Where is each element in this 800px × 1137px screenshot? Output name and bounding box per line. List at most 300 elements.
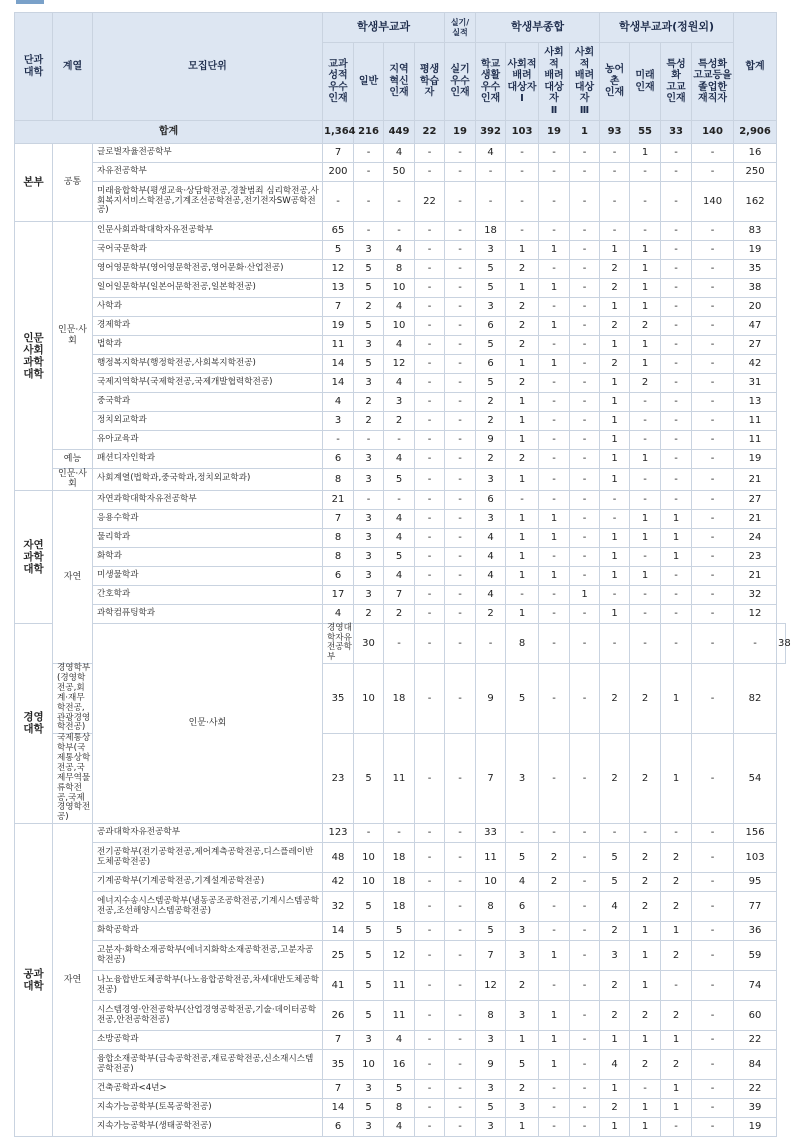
table-row	[15, 623, 786, 664]
cell-value: 3	[354, 1031, 384, 1050]
header-column: 특성화 고교 인재	[661, 43, 692, 121]
college-name: 본부	[15, 144, 53, 222]
header-column: 사회적 배려 대상자 Ⅱ	[539, 43, 570, 121]
total-value: 22	[415, 121, 445, 144]
total-value: 55	[630, 121, 661, 144]
cell-value: -	[415, 734, 445, 824]
unit-name: 기계공학부(기계공학전공,기계설계공학전공)	[93, 873, 323, 892]
cell-value: 1	[600, 393, 630, 412]
cell-value: 1	[600, 528, 630, 547]
cell-value: 8	[323, 547, 354, 566]
cell-value: 3	[354, 450, 384, 469]
cell-value: 4	[476, 566, 506, 585]
total-value: 19	[445, 121, 476, 144]
header-column: 일반	[354, 43, 384, 121]
cell-value: 1	[506, 241, 539, 260]
cell-value: -	[539, 144, 570, 163]
college-name: 경영 대학	[15, 623, 53, 824]
row-total: 162	[734, 182, 777, 222]
table-row	[15, 298, 786, 317]
unit-name: 건축공학과<4년>	[93, 1080, 323, 1099]
row-total: 156	[734, 824, 777, 843]
unit-name: 사회계열(법학과,중국학과,정치외교학과)	[93, 469, 323, 491]
cell-value: 5	[476, 260, 506, 279]
cell-value: 4	[384, 566, 415, 585]
table-row	[15, 971, 786, 1001]
unit-name: 중국학과	[93, 393, 323, 412]
cell-value: 3	[506, 922, 539, 941]
table-row	[15, 393, 786, 412]
cell-value: 41	[323, 971, 354, 1001]
cell-value: -	[692, 374, 734, 393]
cell-value: 3	[354, 566, 384, 585]
total-value: 103	[506, 121, 539, 144]
cell-value: 3	[354, 547, 384, 566]
cell-value: 1	[630, 509, 661, 528]
cell-value: 4	[384, 336, 415, 355]
row-total: 22	[734, 1080, 777, 1099]
cell-value: -	[415, 509, 445, 528]
header-column: 사회적 배려 대상자 Ⅰ	[506, 43, 539, 121]
cell-value: 1	[506, 412, 539, 431]
total-value: 392	[476, 121, 506, 144]
unit-name: 경영학부(경영학전공,회계·재무학전공,관광경영학전공)	[53, 664, 93, 734]
table-row	[15, 336, 786, 355]
cell-value: -	[539, 222, 570, 241]
cell-value: 1	[630, 566, 661, 585]
cell-value: 10	[476, 873, 506, 892]
cell-value: -	[692, 664, 734, 734]
cell-value: 5	[600, 843, 630, 873]
cell-value: 18	[384, 873, 415, 892]
cell-value: 1	[630, 1031, 661, 1050]
cell-value: -	[384, 431, 415, 450]
cell-value: -	[415, 317, 445, 336]
cell-value: 2	[539, 873, 570, 892]
cell-value: -	[476, 623, 506, 664]
cell-value: 1	[506, 279, 539, 298]
cell-value: 2	[600, 922, 630, 941]
cell-value: -	[570, 298, 600, 317]
cell-value: 1	[630, 260, 661, 279]
unit-name: 국어국문학과	[93, 241, 323, 260]
unit-name: 전기공학부(전기공학전공,제어계측공학전공,디스플레이반도체공학전공)	[93, 843, 323, 873]
table-row	[15, 450, 786, 469]
cell-value: -	[630, 604, 661, 623]
cell-value: -	[570, 393, 600, 412]
cell-value: -	[445, 892, 476, 922]
cell-value: -	[692, 490, 734, 509]
cell-value: 1	[661, 528, 692, 547]
cell-value: -	[661, 431, 692, 450]
cell-value: -	[354, 182, 384, 222]
cell-value: 7	[323, 298, 354, 317]
cell-value: -	[506, 144, 539, 163]
table-row	[15, 374, 786, 393]
unit-name: 화학과	[93, 547, 323, 566]
cell-value: 1	[539, 1050, 570, 1080]
cell-value: -	[661, 279, 692, 298]
cell-value: 1	[506, 509, 539, 528]
unit-name: 국제통상학부(국제통상학전공,국제무역물류학전공,국제경영학전공)	[53, 734, 93, 824]
cell-value: -	[415, 1099, 445, 1118]
cell-value: -	[661, 393, 692, 412]
cell-value: 3	[506, 1001, 539, 1031]
row-total: 54	[734, 734, 777, 824]
cell-value: -	[570, 528, 600, 547]
table-row	[15, 873, 786, 892]
cell-value: 2	[630, 1050, 661, 1080]
row-total: 11	[734, 412, 777, 431]
cell-value: -	[570, 664, 600, 734]
cell-value: 1	[600, 431, 630, 450]
cell-value: -	[539, 490, 570, 509]
cell-value: 1	[630, 298, 661, 317]
table-row	[15, 941, 786, 971]
row-total: 82	[734, 664, 777, 734]
cell-value: -	[692, 222, 734, 241]
cell-value: 14	[323, 355, 354, 374]
series-name: 자연	[53, 490, 93, 664]
cell-value: 5	[384, 1080, 415, 1099]
cell-value: -	[415, 469, 445, 491]
cell-value: -	[570, 1118, 600, 1137]
cell-value: -	[600, 144, 630, 163]
cell-value: -	[445, 1099, 476, 1118]
cell-value: 1	[539, 509, 570, 528]
cell-value: -	[600, 163, 630, 182]
cell-value: 4	[384, 298, 415, 317]
cell-value: -	[570, 182, 600, 222]
cell-value: 10	[384, 279, 415, 298]
cell-value: 4	[600, 1050, 630, 1080]
row-total: 21	[734, 566, 777, 585]
cell-value: 18	[384, 892, 415, 922]
unit-name: 사학과	[93, 298, 323, 317]
row-total: 38	[777, 623, 786, 664]
cell-value: 5	[476, 922, 506, 941]
cell-value: 2	[661, 892, 692, 922]
cell-value: 2	[630, 892, 661, 922]
cell-value: 1	[600, 547, 630, 566]
table-row	[15, 604, 786, 623]
cell-value: -	[570, 843, 600, 873]
row-total: 21	[734, 509, 777, 528]
cell-value: -	[539, 1099, 570, 1118]
cell-value: -	[630, 585, 661, 604]
table-row	[15, 163, 786, 182]
cell-value: 1	[661, 1099, 692, 1118]
total-value: 140	[692, 121, 734, 144]
cell-value: -	[630, 1080, 661, 1099]
unit-name: 화학공학과	[93, 922, 323, 941]
cell-value: -	[384, 623, 415, 664]
cell-value: -	[445, 279, 476, 298]
table-row	[15, 566, 786, 585]
table-row	[15, 843, 786, 873]
cell-value: 12	[323, 260, 354, 279]
cell-value: -	[692, 163, 734, 182]
row-total: 95	[734, 873, 777, 892]
cell-value: -	[506, 824, 539, 843]
cell-value: -	[661, 604, 692, 623]
cell-value: 11	[476, 843, 506, 873]
cell-value: -	[661, 566, 692, 585]
cell-value: 3	[476, 509, 506, 528]
header-series: 계열	[53, 13, 93, 121]
cell-value: -	[570, 941, 600, 971]
header-column: 특성화 고교등을 졸업한 재직자	[692, 43, 734, 121]
cell-value: 8	[384, 1099, 415, 1118]
cell-value: -	[445, 922, 476, 941]
cell-value: 1	[600, 241, 630, 260]
cell-value: 1	[600, 1118, 630, 1137]
cell-value: 3	[354, 1080, 384, 1099]
cell-value: -	[506, 163, 539, 182]
cell-value: -	[539, 163, 570, 182]
cell-value: 3	[323, 412, 354, 431]
cell-value: 5	[384, 922, 415, 941]
college-name: 인문 사회 과학 대학	[15, 222, 53, 491]
cell-value: -	[415, 490, 445, 509]
cell-value: -	[692, 566, 734, 585]
cell-value: 2	[354, 393, 384, 412]
total-row	[15, 121, 786, 144]
unit-name: 에너지수송시스템공학부(냉동공조공학전공,기계시스템공학전공,조선해양시스템공학전공)	[93, 892, 323, 922]
total-value: 33	[661, 121, 692, 144]
cell-value: -	[570, 374, 600, 393]
unit-name: 경제학과	[93, 317, 323, 336]
table-row	[15, 182, 786, 222]
cell-value: 3	[476, 1080, 506, 1099]
cell-value: 21	[323, 490, 354, 509]
unit-name: 시스템경영·안전공학부(산업경영공학전공,기술·데이터공학전공,안전공학전공)	[93, 1001, 323, 1031]
cell-value: -	[354, 490, 384, 509]
cell-value: 5	[476, 374, 506, 393]
total-value: 19	[539, 121, 570, 144]
cell-value: 140	[692, 182, 734, 222]
cell-value: -	[692, 941, 734, 971]
cell-value: 6	[323, 1118, 354, 1137]
cell-value: 5	[354, 355, 384, 374]
cell-value: -	[354, 222, 384, 241]
cell-value: 1	[630, 450, 661, 469]
series-name: 예능	[53, 450, 93, 469]
row-total: 38	[734, 279, 777, 298]
cell-value: 5	[354, 260, 384, 279]
cell-value: -	[415, 336, 445, 355]
cell-value: -	[445, 528, 476, 547]
cell-value: -	[445, 431, 476, 450]
cell-value: -	[570, 604, 600, 623]
cell-value: -	[661, 450, 692, 469]
cell-value: 7	[323, 1080, 354, 1099]
cell-value: 11	[384, 734, 415, 824]
header-group-outside: 학생부교과(정원외)	[600, 13, 734, 43]
table-row	[15, 585, 786, 604]
row-total: 31	[734, 374, 777, 393]
cell-value: 2	[661, 941, 692, 971]
cell-value: -	[570, 1031, 600, 1050]
cell-value: 200	[323, 163, 354, 182]
cell-value: -	[692, 1001, 734, 1031]
cell-value: -	[539, 431, 570, 450]
cell-value: 42	[323, 873, 354, 892]
total-label: 합계	[15, 121, 323, 144]
cell-value: 5	[354, 941, 384, 971]
cell-value: -	[692, 450, 734, 469]
cell-value: 25	[323, 941, 354, 971]
unit-name: 자연과학대학자유전공학부	[93, 490, 323, 509]
cell-value: 1	[570, 585, 600, 604]
cell-value: 6	[476, 317, 506, 336]
cell-value: 2	[354, 604, 384, 623]
cell-value: -	[323, 431, 354, 450]
unit-name: 고분자·화학소재공학부(에너지화학소재공학전공,고분자공학전공)	[93, 941, 323, 971]
cell-value: -	[661, 182, 692, 222]
cell-value: -	[661, 336, 692, 355]
cell-value: -	[445, 1080, 476, 1099]
cell-value: 2	[506, 374, 539, 393]
cell-value: 4	[384, 1118, 415, 1137]
cell-value: 3	[354, 336, 384, 355]
cell-value: -	[445, 585, 476, 604]
cell-value: 1	[630, 528, 661, 547]
cell-value: -	[661, 222, 692, 241]
cell-value: 5	[476, 336, 506, 355]
cell-value: 1	[506, 566, 539, 585]
row-total: 16	[734, 144, 777, 163]
cell-value: 5	[354, 1001, 384, 1031]
cell-value: -	[661, 241, 692, 260]
series-name: 인문·사회	[53, 222, 93, 450]
cell-value: 1	[539, 317, 570, 336]
cell-value: -	[570, 144, 600, 163]
cell-value: 1	[600, 336, 630, 355]
cell-value: 6	[506, 892, 539, 922]
table-row	[15, 222, 786, 241]
unit-name: 지속가능공학부(생태공학전공)	[93, 1118, 323, 1137]
cell-value: 4	[384, 450, 415, 469]
cell-value: 10	[354, 664, 384, 734]
cell-value: 1	[539, 1001, 570, 1031]
cell-value: -	[445, 941, 476, 971]
cell-value: -	[692, 734, 734, 824]
cell-value: 2	[630, 317, 661, 336]
table-row	[15, 1050, 786, 1080]
cell-value: -	[415, 163, 445, 182]
cell-value: 3	[476, 469, 506, 491]
cell-value: -	[539, 664, 570, 734]
total-value: 2,906	[734, 121, 777, 144]
cell-value: -	[661, 298, 692, 317]
cell-value: 1	[600, 1080, 630, 1099]
cell-value: -	[692, 336, 734, 355]
cell-value: -	[692, 298, 734, 317]
total-value: 449	[384, 121, 415, 144]
cell-value: -	[570, 163, 600, 182]
cell-value: 1	[630, 279, 661, 298]
header-group-practical: 실기/ 실적	[445, 13, 476, 43]
cell-value: 2	[630, 664, 661, 734]
cell-value: -	[570, 450, 600, 469]
cell-value: -	[415, 393, 445, 412]
cell-value: 4	[384, 144, 415, 163]
cell-value: 18	[384, 664, 415, 734]
cell-value: -	[539, 374, 570, 393]
cell-value: 1	[661, 734, 692, 824]
cell-value: 2	[476, 604, 506, 623]
cell-value: -	[661, 1118, 692, 1137]
cell-value: 1	[630, 144, 661, 163]
cell-value: -	[354, 824, 384, 843]
cell-value: 2	[384, 604, 415, 623]
cell-value: 4	[476, 585, 506, 604]
cell-value: -	[539, 922, 570, 941]
cell-value: -	[692, 1031, 734, 1050]
cell-value: -	[415, 604, 445, 623]
cell-value: -	[570, 1050, 600, 1080]
cell-value: -	[415, 355, 445, 374]
cell-value: -	[415, 298, 445, 317]
cell-value: 10	[384, 317, 415, 336]
cell-value: 1	[600, 566, 630, 585]
cell-value: 1	[539, 528, 570, 547]
cell-value: -	[570, 490, 600, 509]
cell-value: 2	[630, 374, 661, 393]
cell-value: -	[570, 922, 600, 941]
unit-name: 경영대학자유전공학부	[323, 623, 354, 664]
total-value: 216	[354, 121, 384, 144]
cell-value: 35	[323, 1050, 354, 1080]
cell-value: -	[661, 623, 692, 664]
table-row	[15, 1118, 786, 1137]
cell-value: 5	[384, 547, 415, 566]
unit-name: 글로벌자율전공학부	[93, 144, 323, 163]
cell-value: 12	[476, 971, 506, 1001]
cell-value: 1	[630, 241, 661, 260]
cell-value: 3	[506, 1099, 539, 1118]
row-total: 20	[734, 298, 777, 317]
cell-value: 4	[476, 144, 506, 163]
cell-value: -	[323, 182, 354, 222]
unit-name: 응용수학과	[93, 509, 323, 528]
cell-value: -	[415, 623, 445, 664]
cell-value: -	[415, 824, 445, 843]
cell-value: 5	[323, 241, 354, 260]
cell-value: -	[415, 1001, 445, 1031]
cell-value: -	[661, 971, 692, 1001]
cell-value: 1	[539, 1031, 570, 1050]
total-value: 1	[570, 121, 600, 144]
row-total: 27	[734, 336, 777, 355]
cell-value: 3	[354, 585, 384, 604]
cell-value: 2	[661, 1001, 692, 1031]
college-name: 공과 대학	[15, 824, 53, 1137]
cell-value: -	[415, 241, 445, 260]
cell-value: -	[539, 182, 570, 222]
cell-value: 11	[384, 971, 415, 1001]
table-row	[15, 241, 786, 260]
row-total: 59	[734, 941, 777, 971]
cell-value: -	[445, 144, 476, 163]
cell-value: -	[415, 528, 445, 547]
cell-value: -	[630, 469, 661, 491]
cell-value: -	[539, 623, 570, 664]
header-column: 사회적 배려 대상자 Ⅲ	[570, 43, 600, 121]
row-total: 13	[734, 393, 777, 412]
cell-value: 14	[323, 374, 354, 393]
